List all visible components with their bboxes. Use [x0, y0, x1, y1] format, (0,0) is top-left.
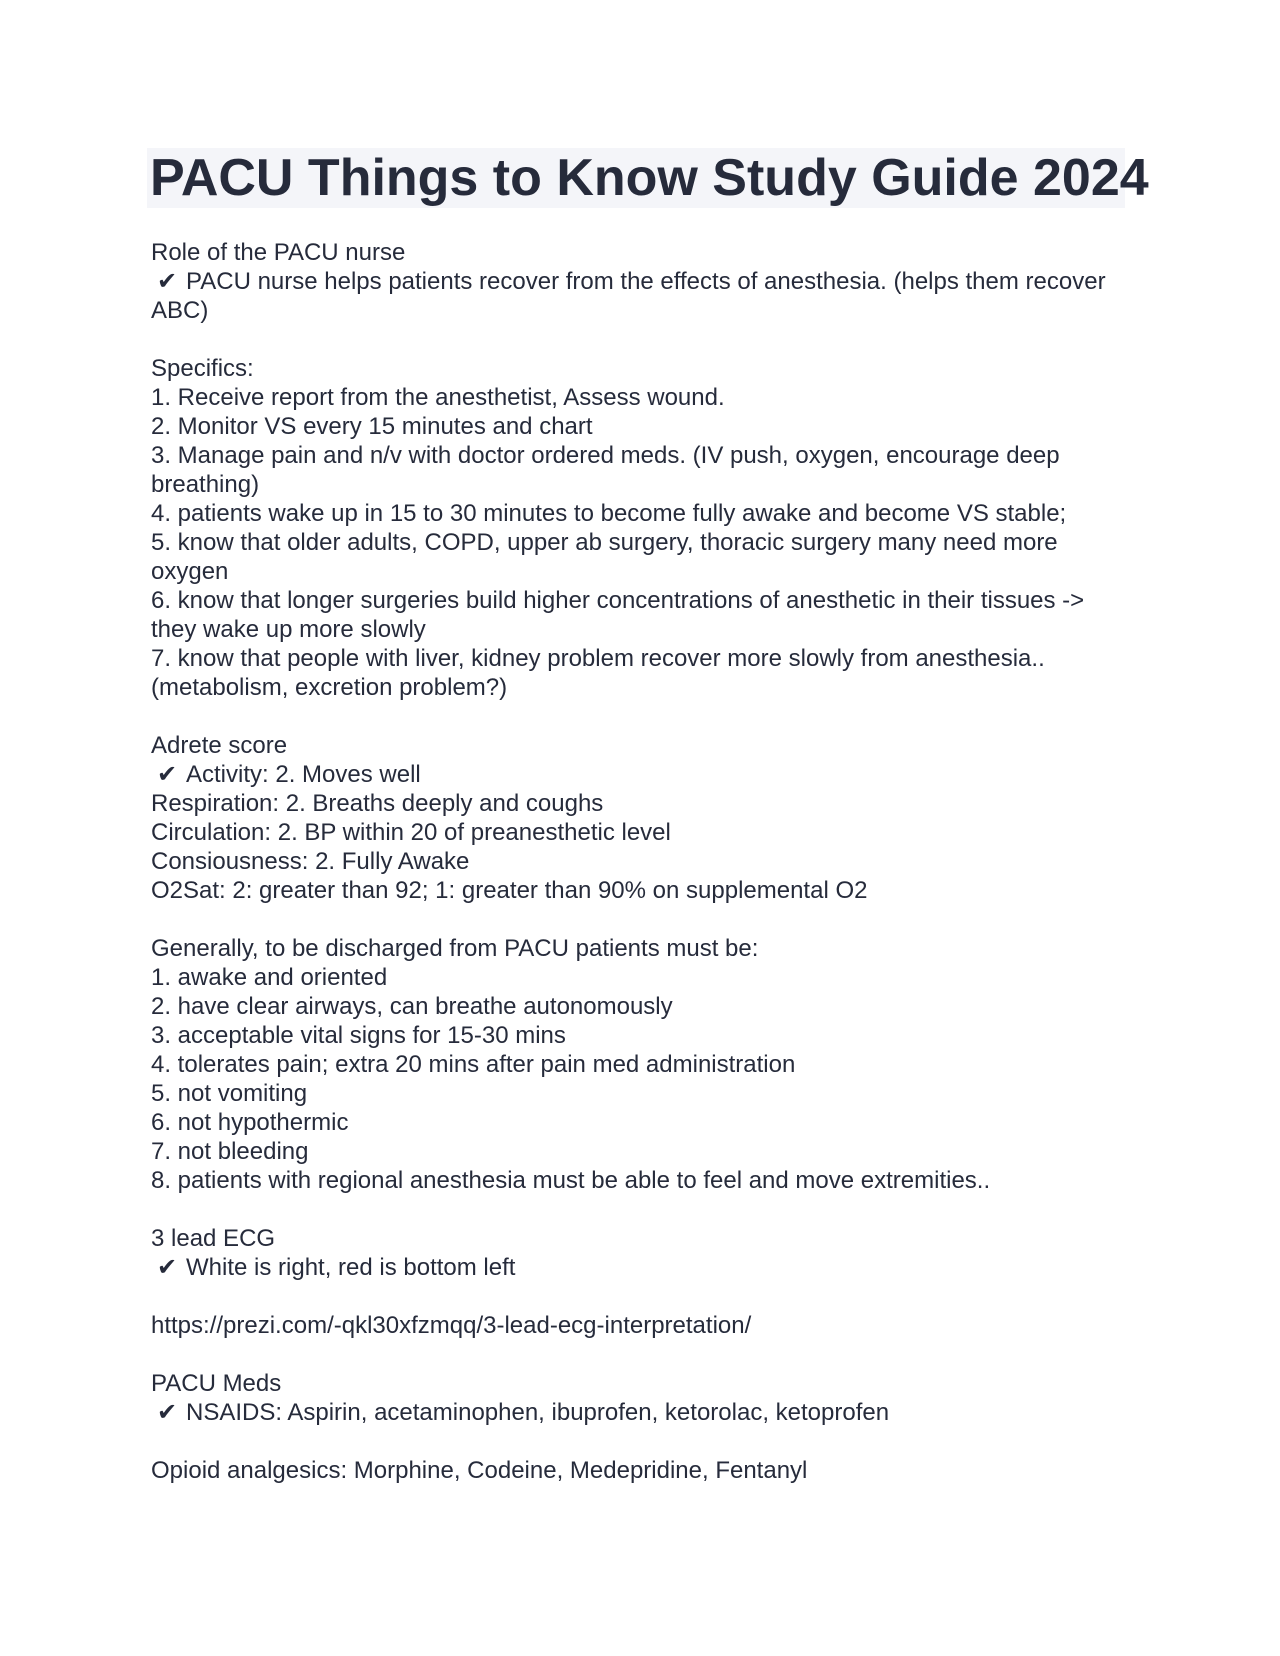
adrete-item: Circulation: 2. BP within 20 of preanesthetic level — [151, 819, 671, 846]
specifics-item: 7. know that people with liver, kidney problem recover more slowly from anesthesia.. (metabolism, excretion problem?) — [151, 645, 1052, 701]
ecg-link-line — [151, 1311, 1136, 1340]
checkmark-icon: ✔ — [157, 268, 178, 295]
spacer — [151, 905, 1136, 934]
discharge-item: 1. awake and oriented — [151, 964, 388, 991]
discharge-item: 7. not bleeding — [151, 1138, 309, 1165]
checkmark-icon: ✔ — [157, 1399, 178, 1426]
role-point-text: PACU nurse helps patients recover from the effects of anesthesia. (helps them recover ABC) — [151, 268, 1111, 324]
specifics-item: 5. know that older adults, COPD, upper ab surgery, thoracic surgery many need more oxygen — [151, 529, 1065, 585]
discharge-item: 4. tolerates pain; extra 20 mins after pain med administration — [151, 1051, 796, 1078]
meds-point — [151, 1398, 1136, 1427]
spacer — [151, 702, 1136, 731]
adrete-first-text: Activity: 2. Moves well — [186, 761, 421, 788]
opioids-line: Opioid analgesics: Morphine, Codeine, Medepridine, Fentanyl — [151, 1457, 808, 1484]
specifics-item: 1. Receive report from the anesthetist, Assess wound. — [151, 384, 725, 411]
meds-point-text: NSAIDS: Aspirin, acetaminophen, ibuprofen, ketorolac, ketoprofen — [186, 1399, 890, 1426]
adrete-item: Respiration: 2. Breaths deeply and coughs — [151, 790, 604, 817]
ecg-heading: 3 lead ECG — [151, 1225, 276, 1252]
adrete-item: O2Sat: 2: greater than 92; 1: greater than 90% on supplemental O2 — [151, 877, 868, 904]
specifics-item: 4. patients wake up in 15 to 30 minutes to become fully awake and become VS stable; — [151, 500, 1067, 527]
discharge-item: 8. patients with regional anesthesia must be able to feel and move extremities.. — [151, 1167, 991, 1194]
discharge-heading: Generally, to be discharged from PACU patients must be: — [151, 935, 759, 962]
specifics-item: 6. know that longer surgeries build higher concentrations of anesthetic in their tissues -> they wake up more slowly — [151, 587, 1091, 643]
specifics-item: 2. Monitor VS every 15 minutes and chart — [151, 413, 593, 440]
checkmark-icon: ✔ — [157, 761, 178, 788]
meds-heading: PACU Meds — [151, 1370, 282, 1397]
spacer — [151, 1195, 1136, 1224]
spacer — [151, 1340, 1136, 1369]
adrete-heading: Adrete score — [151, 732, 288, 759]
specifics-heading: Specifics: — [151, 355, 254, 382]
document-body — [151, 238, 1136, 1485]
page-title: PACU Things to Know Study Guide 2024 — [150, 149, 1149, 207]
role-point — [151, 267, 1136, 325]
checkmark-icon: ✔ — [157, 1254, 178, 1281]
discharge-item: 3. acceptable vital signs for 15-30 mins — [151, 1022, 566, 1049]
ecg-point — [151, 1253, 1136, 1282]
spacer — [151, 1427, 1136, 1456]
title-highlight — [147, 148, 1149, 208]
specifics-item: 3. Manage pain and n/v with doctor ordered meds. (IV push, oxygen, encourage deep breathing) — [151, 442, 1067, 498]
adrete-item: Consiousness: 2. Fully Awake — [151, 848, 470, 875]
discharge-item: 5. not vomiting — [151, 1080, 308, 1107]
discharge-item: 2. have clear airways, can breathe autonomously — [151, 993, 673, 1020]
ecg-reference-link[interactable]: https://prezi.com/-qkl30xfzmqq/3-lead-ecg-interpretation/ — [151, 1312, 752, 1339]
discharge-item: 6. not hypothermic — [151, 1109, 349, 1136]
role-heading: Role of the PACU nurse — [151, 239, 406, 266]
spacer — [151, 325, 1136, 354]
ecg-point-text: White is right, red is bottom left — [186, 1254, 516, 1281]
adrete-first — [151, 760, 1136, 789]
spacer — [151, 1282, 1136, 1311]
